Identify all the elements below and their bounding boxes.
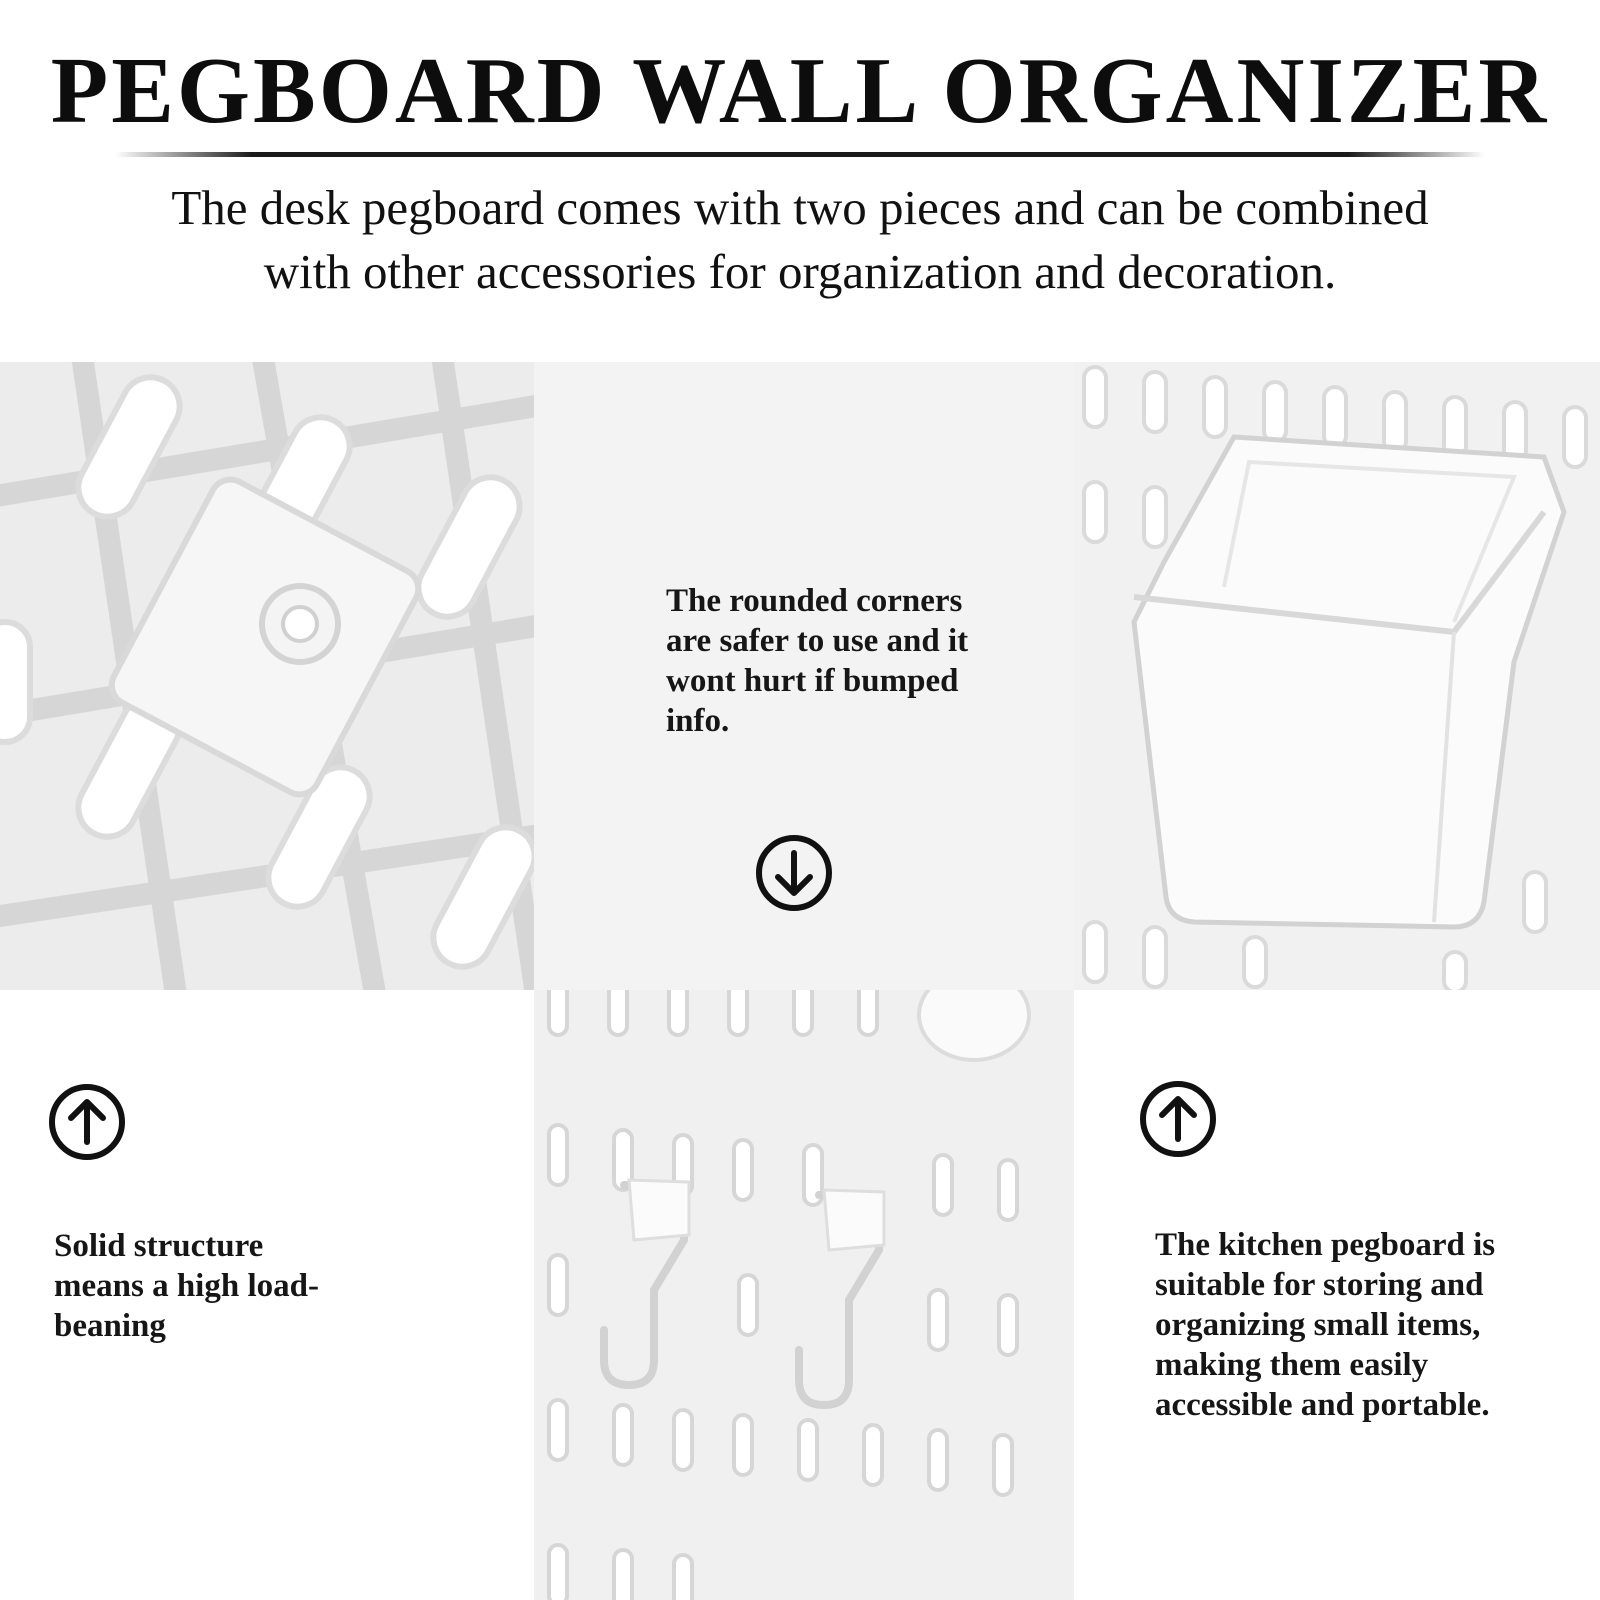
arrow-up-circle-icon — [47, 1082, 127, 1162]
subtitle-line-2: with other accessories for organization and decoration. — [263, 244, 1337, 299]
page-subtitle — [0, 176, 1600, 304]
rounded-corners-text: The rounded corners are safer to use and it wont hurt if bumped info. — [666, 583, 969, 739]
pegboard-back-structure-photo — [0, 362, 534, 990]
solid-structure-text: Solid structure means a high load-beaning — [54, 1228, 319, 1344]
subtitle-line-1: The desk pegboard comes with two pieces and can be combined — [171, 180, 1429, 235]
pegboard-hooks-photo — [534, 990, 1074, 1600]
title-divider — [115, 152, 1485, 157]
page-title: PEGBOARD WALL ORGANIZER — [50, 39, 1550, 143]
arrow-up-circle-icon — [1138, 1079, 1218, 1159]
kitchen-pegboard-text: The kitchen pegboard is suitable for storing and organizing small items, making them easily accessible and portable. — [1155, 1227, 1496, 1423]
arrow-down-circle-icon — [754, 833, 834, 913]
storage-cup-photo — [1074, 362, 1600, 990]
